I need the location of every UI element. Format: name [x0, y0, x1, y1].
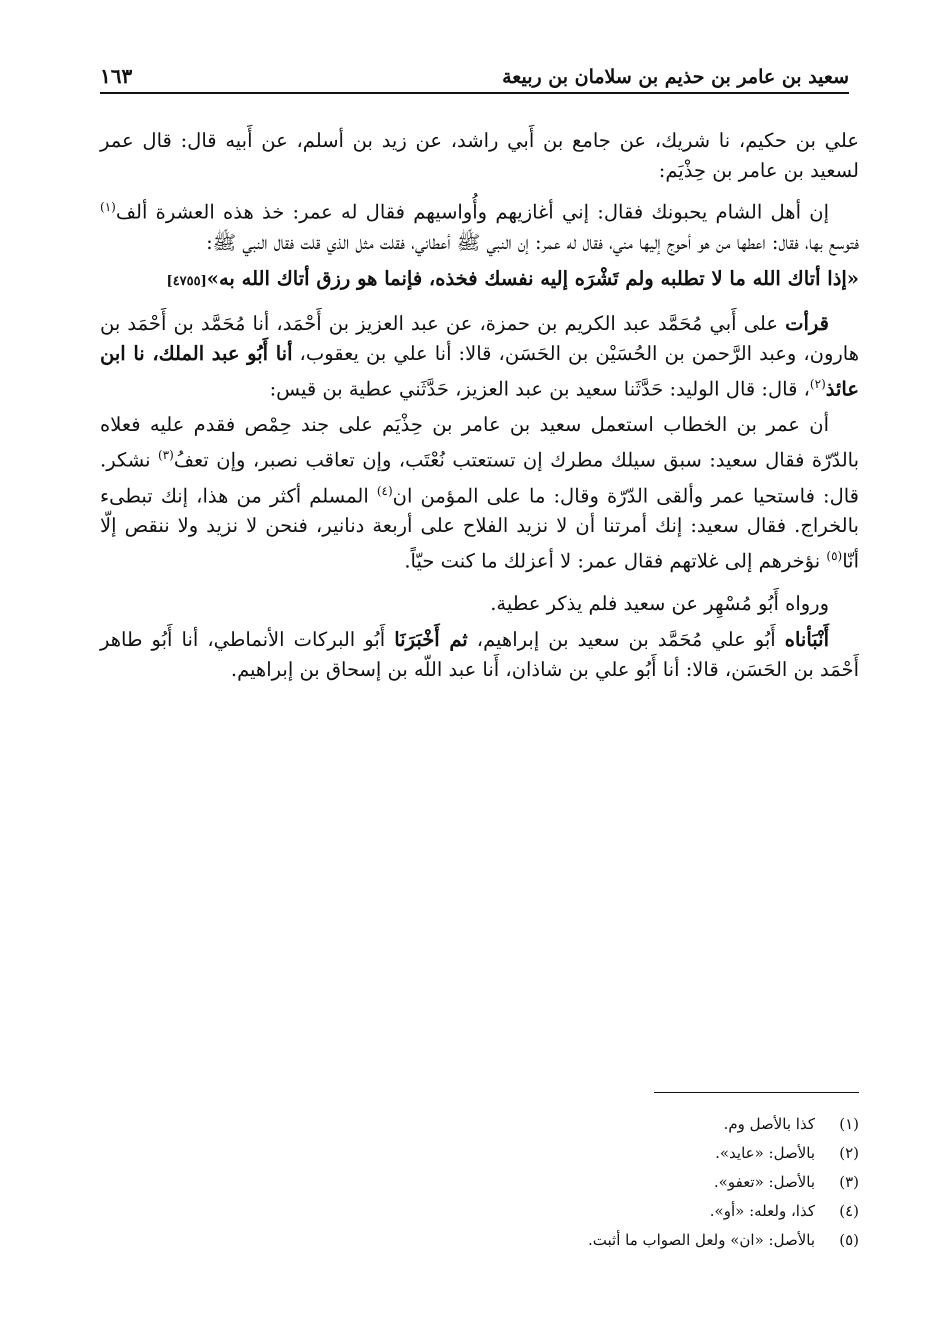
footnote-marker-5[interactable]: (٥): [826, 549, 843, 563]
paragraph-4-text-c: ، قال: قال الوليد: حَدَّثَنا سعيد بن عبد العزيز، حَدَّثَني عطية بن قيس:: [269, 377, 810, 400]
footnote-marker-2[interactable]: (٢): [809, 376, 826, 391]
footnote-text: كذا، ولعله: «أو».: [709, 1202, 815, 1220]
paragraph-5-text-b: نشكر. قال: فاستحيا عمر وألقى الدّرّة وقال: ما على المؤمن ان: [100, 448, 859, 507]
paragraph-6-text: ورواه أَبُو مُسْهِر عن سعيد فلم يذكر عطية.: [490, 591, 829, 615]
paragraph-5: [100, 410, 859, 577]
page-header: [100, 56, 849, 94]
paragraph-2-rest: فتوسع بها، فقال: اعطها من هو أحوج إليها مني، فقال له عمر: إن النبي ﷺ أعطاني، فقلت مثل الذي قلت فقال النبي ﷺ:: [206, 230, 859, 254]
running-title: سعيد بن عامر بن حذيم بن سلامان بن ربيعة: [502, 66, 849, 88]
footnote-text: بالأصل: «تعفو».: [713, 1173, 815, 1191]
footnote-marker-4[interactable]: (٤): [376, 483, 393, 498]
paragraph-7-text-c: أَبُو البركات الأنماطي، أنا أَبُو طاهر أَحْمَد بن الحَسَن، قالا: أنا أَبُو علي بن شاذان، أَنا عبد اللّه بن إسحاق بن إبراهيم.: [100, 627, 859, 681]
paragraph-4-text-b: أنا أَبُو عبد الملك، نا ابن عائذ: [100, 341, 859, 400]
hadith-quote: [100, 264, 859, 297]
footnote-marker-1[interactable]: (١): [100, 200, 116, 214]
footnote-number: (٣): [839, 1173, 859, 1191]
footnote-number: (٤): [839, 1202, 859, 1220]
paragraph-6: [100, 589, 859, 619]
main-text: [100, 126, 859, 691]
paragraph-2: [100, 192, 859, 258]
footnote-2: [259, 1139, 859, 1168]
footnote-number: (١): [839, 1115, 859, 1133]
footnote-text: بالأصل: «عايد».: [715, 1144, 815, 1162]
paragraph-5-text-d: نؤخرهم إلى غلاتهم فقال عمر: لا أعزلك ما كنت حيّاً.: [404, 549, 827, 573]
footnote-4: [259, 1197, 859, 1226]
footnote-text: بالأصل: «ان» ولعل الصواب ما أثبت.: [588, 1231, 815, 1249]
page-number: ١٦٣: [100, 64, 133, 88]
footnote-5: [259, 1226, 859, 1255]
footnote-1: [259, 1110, 859, 1139]
paragraph-4: [100, 309, 859, 405]
footnote-text: كذا بالأصل وم.: [723, 1115, 815, 1133]
paragraph-7: [100, 625, 859, 685]
paragraph-1: [100, 126, 859, 186]
paragraph-5-text-c: المسلم أكثر من هذا، إنك تبطىء بالخراج. فقال سعيد: إنك أمرتنا أن لا نزيد الفلاح على أربعة دنانير، فنحن لا نزيد ولا ننقص إلّا أنّا: [100, 484, 859, 573]
hadith-text: «إذا أتاك الله ما لا تطلبه ولم تَشْرَه إليه نفسك فخذه، فإنما هو رزق أتاك الله به»: [206, 266, 859, 290]
hadith-reference-number: [٤٧٥٥]: [166, 273, 207, 289]
paragraph-2-text: إن أهل الشام يحبونك فقال: إني أغازيهم وأُواسيهم فقال له عمر: خذ هذه العشرة ألف: [115, 200, 829, 224]
paragraph-4-text-a: على أَبي مُحَمَّد عبد الكريم بن حمزة، عن عبد العزيز بن أَحْمَد، أنا مُحَمَّد بن أَحْمَد بن هارون، وعبد الرَّحمن بن الحُسَيْن بن الحَسَن، قالا: أنا علي بن يعقوب،: [100, 311, 860, 365]
footnote-3: [259, 1168, 859, 1197]
footnote-divider: [654, 1092, 859, 1093]
paragraph-7-lead: أَنْبَأناه: [784, 627, 829, 651]
footnote-number: (٢): [839, 1144, 859, 1162]
footnote-marker-3[interactable]: (٣): [157, 448, 174, 462]
paragraph-4-lead: قرأت: [785, 311, 829, 335]
footnotes: [259, 1110, 859, 1255]
paragraph-7-text-b: ثم أَخْبَرَنَا: [394, 627, 468, 651]
footnote-number: (٥): [839, 1231, 859, 1249]
paragraph-1-text: علي بن حكيم، نا شريك، عن جامع بن أَبي راشد، عن زيد بن أسلم، عن أَبيه قال: قال عمر لسعيد بن عامر بن حِذْيَم:: [100, 129, 859, 182]
paragraph-5-text-a: أن عمر بن الخطاب استعمل سعيد بن عامر بن حِذْيَم على جند حِمْص فقدم عليه فعلاه بالدّرّة فقال سعيد: سبق سيلك مطرك إن تستعتب نُعْتَب، وإن تعاقب نصبر، وإن تعفُ: [100, 413, 859, 472]
paragraph-7-text-a: أَبُو علي مُحَمَّد بن سعيد بن إبراهيم،: [467, 627, 785, 651]
